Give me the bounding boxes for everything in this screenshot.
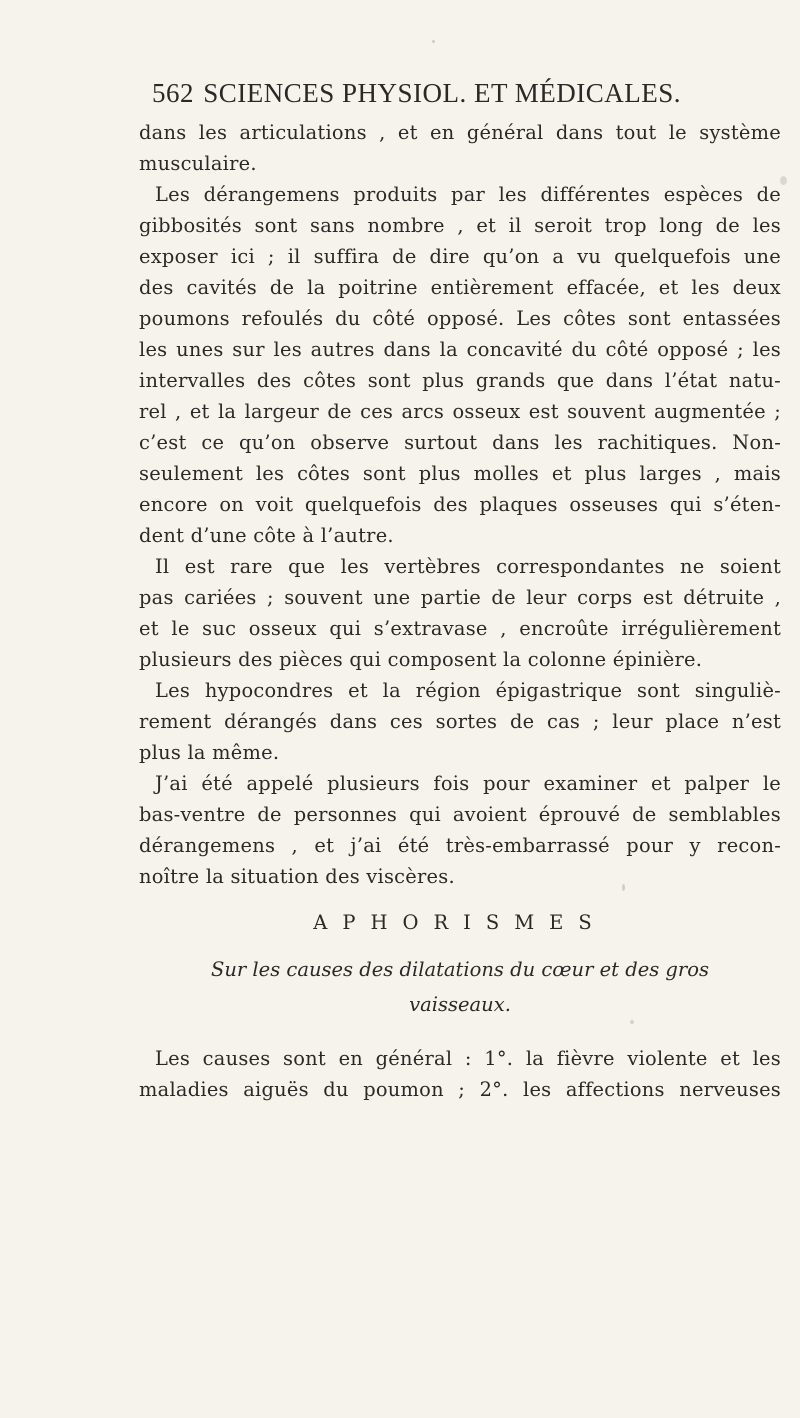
text-line: les unes sur les autres dans la concavité du côté opposé ; les — [139, 338, 781, 361]
running-header — [152, 78, 712, 118]
text-line: dent d’une côte à l’autre. — [139, 524, 394, 547]
section-subtitle: vaisseaux. — [409, 993, 511, 1016]
text-line: maladies aiguës du poumon ; 2°. les affections nerveuses — [139, 1078, 781, 1101]
text-line: bas-ventre de personnes qui avoient éprouvé de semblables — [139, 803, 781, 826]
text-line: seulement les côtes sont plus molles et plus larges , mais — [139, 462, 781, 485]
section-subtitle: Sur les causes des dilatations du cœur et des gros — [210, 958, 709, 981]
paper-speck — [780, 176, 787, 185]
paper-speck — [432, 40, 435, 43]
text-line: dans les articulations , et en général dans tout le système — [139, 121, 781, 144]
text-line: c’est ce qu’on observe surtout dans les rachitiques. Non- — [139, 431, 781, 454]
text-line: Les dérangemens produits par les différentes espèces de — [155, 183, 781, 206]
text-line: noître la situation des viscères. — [139, 865, 455, 888]
text-line: plusieurs des pièces qui composent la colonne épinière. — [139, 648, 703, 671]
running-title: SCIENCES PHYSIOL. ET MÉDICALES. — [203, 78, 682, 108]
paper-speck — [622, 884, 625, 891]
text-line: J’ai été appelé plusieurs fois pour examiner et palper le — [155, 772, 781, 795]
text-line: pas cariées ; souvent une partie de leur corps est détruite , — [139, 586, 781, 609]
text-line: gibbosités sont sans nombre , et il seroit trop long de les — [139, 214, 781, 237]
text-line: intervalles des côtes sont plus grands que dans l’état natu- — [139, 369, 781, 392]
text-line: plus la même. — [139, 741, 280, 764]
text-line: Les hypocondres et la région épigastrique sont singuliè- — [155, 679, 781, 702]
text-line: Il est rare que les vertèbres correspondantes ne soient — [155, 555, 781, 578]
text-line: poumons refoulés du côté opposé. Les côtes sont entassées — [139, 307, 781, 330]
text-line: Les causes sont en général : 1°. la fièvre violente et les — [155, 1047, 781, 1070]
text-line: exposer ici ; il suffira de dire qu’on a vu quelquefois une — [139, 245, 781, 268]
text-line: rel , et la largeur de ces arcs osseux est souvent augmentée ; — [139, 400, 781, 423]
section-heading: APHORISMES — [313, 911, 607, 934]
paper-speck — [630, 1020, 634, 1024]
text-line: dérangemens , et j’ai été très-embarrassé pour y recon- — [139, 834, 781, 857]
text-line: musculaire. — [139, 152, 257, 175]
text-line: encore on voit quelquefois des plaques osseuses qui s’éten- — [139, 493, 781, 516]
text-line: et le suc osseux qui s’extravase , encroûte irrégulièrement — [139, 617, 781, 640]
text-line: des cavités de la poitrine entièrement effacée, et les deux — [139, 276, 781, 299]
text-line: rement dérangés dans ces sortes de cas ; leur place n’est — [139, 710, 781, 733]
page-number: 562 — [152, 78, 194, 108]
